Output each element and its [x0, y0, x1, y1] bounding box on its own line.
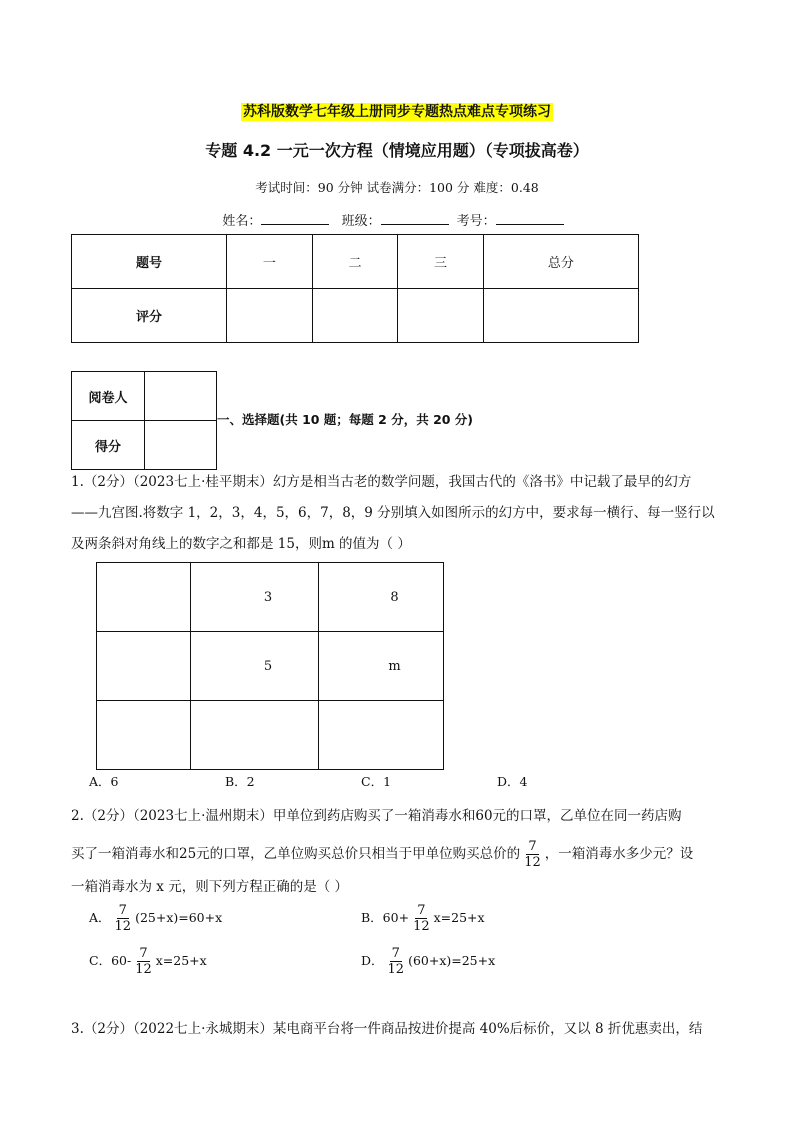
magic-cell — [191, 701, 319, 770]
reviewer-cell[interactable] — [145, 372, 217, 421]
question-2 — [71, 801, 726, 898]
question-number-header: 题号 — [72, 235, 227, 289]
magic-cell: m — [319, 632, 444, 701]
q2-option-b[interactable]: B．60+ $\frac{7}{12}$ x=25+x — [361, 903, 485, 934]
score-table — [71, 234, 639, 343]
q2-line-3: 一箱消毒水为 x 元，则下列方程正确的是（ ） — [71, 879, 348, 895]
fraction: $\frac{7}{12}$ — [387, 946, 405, 977]
section-two-header: 二 — [312, 235, 398, 289]
total-score-header: 总分 — [483, 235, 638, 289]
q2-option-a[interactable]: A． $\frac{7}{12}$ (25+x)=60+x — [89, 903, 223, 934]
name-label: 姓名： — [222, 214, 262, 229]
series-title: 苏科版数学七年级上册同步专题热点难点专项练习 — [243, 104, 551, 120]
score-table-header-row — [72, 235, 639, 289]
score-cell-three[interactable] — [398, 289, 484, 343]
grader-table — [71, 371, 217, 470]
magic-cell — [97, 632, 191, 701]
section-heading: 一、选择题(共 10 题；每题 2 分，共 20 分) — [217, 412, 474, 427]
q1-line-3: 及两条斜对角线上的数字之和都是 15，则m 的值为（ ） — [71, 536, 411, 552]
question-3 — [71, 1014, 726, 1045]
score-row-label: 评分 — [72, 289, 227, 343]
q2-line-2: 买了一箱消毒水和25元的口罩，乙单位购买总价只相当于甲单位购买总价的 $\frac{7}{12}$ ，一箱消毒水多少元？设 — [71, 839, 694, 870]
exam-info: 考试时间：90 分钟 试卷满分：100 分 难度：0.48 — [255, 180, 539, 195]
fraction: $\frac{7}{12}$ — [114, 903, 132, 934]
q1-line-2: ——九宫图.将数字 1，2，3，4，5，6，7，8，9 分别填入如图所示的幻方中，要求每一横行、每一竖行以 — [71, 505, 715, 521]
q1-option-c[interactable]: C．1 — [361, 774, 392, 789]
q1-option-a[interactable]: A．6 — [89, 774, 119, 789]
page-title: 专题 4.2 一元一次方程（情境应用题）（专项拔高卷） — [205, 141, 589, 160]
magic-cell — [97, 563, 191, 632]
class-label: 班级： — [341, 214, 381, 229]
magic-cell: 5 — [191, 632, 319, 701]
class-field[interactable] — [381, 212, 449, 225]
fraction: $\frac{7}{12}$ — [135, 946, 152, 977]
fraction: $\frac{7}{12}$ — [524, 839, 541, 870]
exam-no-field[interactable] — [496, 212, 564, 225]
magic-cell: 3 — [191, 563, 319, 632]
q2-option-d[interactable]: D． $\frac{7}{12}$ (60+x)=25+x — [361, 946, 496, 977]
q1-option-d[interactable]: D．4 — [497, 774, 528, 789]
q3-line-1: 3.（2分）（2022七上·永城期末）某电商平台将一件商品按进价提高 40%后标价，又以 8 折优惠卖出，结 — [71, 1021, 703, 1037]
score-cell-total[interactable] — [483, 289, 638, 343]
name-field[interactable] — [261, 212, 329, 225]
q1-option-b[interactable]: B．2 — [225, 774, 255, 789]
score-cell-one[interactable] — [227, 289, 313, 343]
section-three-header: 三 — [398, 235, 484, 289]
score-table-score-row — [72, 289, 639, 343]
score-label: 得分 — [72, 421, 145, 470]
magic-cell — [319, 701, 444, 770]
q1-line-1: 1.（2分）（2023七上·桂平期末）幻方是相当古老的数学问题，我国古代的《洛书》中记载了最早的幻方 — [71, 474, 692, 490]
q2-line-1: 2.（2分）（2023七上·温州期末）甲单位到药店购买了一箱消毒水和60元的口罩，乙单位在同一药店购 — [71, 808, 682, 824]
score-cell[interactable] — [145, 421, 217, 470]
exam-no-label: 考号： — [456, 214, 496, 229]
reviewer-label: 阅卷人 — [72, 372, 145, 421]
score-cell-two[interactable] — [312, 289, 398, 343]
magic-cell — [97, 701, 191, 770]
student-info — [0, 210, 794, 229]
fraction: $\frac{7}{12}$ — [413, 903, 430, 934]
question-1 — [71, 467, 726, 560]
q2-option-c[interactable]: C．60- $\frac{7}{12}$ x=25+x — [89, 946, 207, 977]
magic-cell: 8 — [319, 563, 444, 632]
section-one-header: 一 — [227, 235, 313, 289]
magic-square — [96, 562, 444, 770]
